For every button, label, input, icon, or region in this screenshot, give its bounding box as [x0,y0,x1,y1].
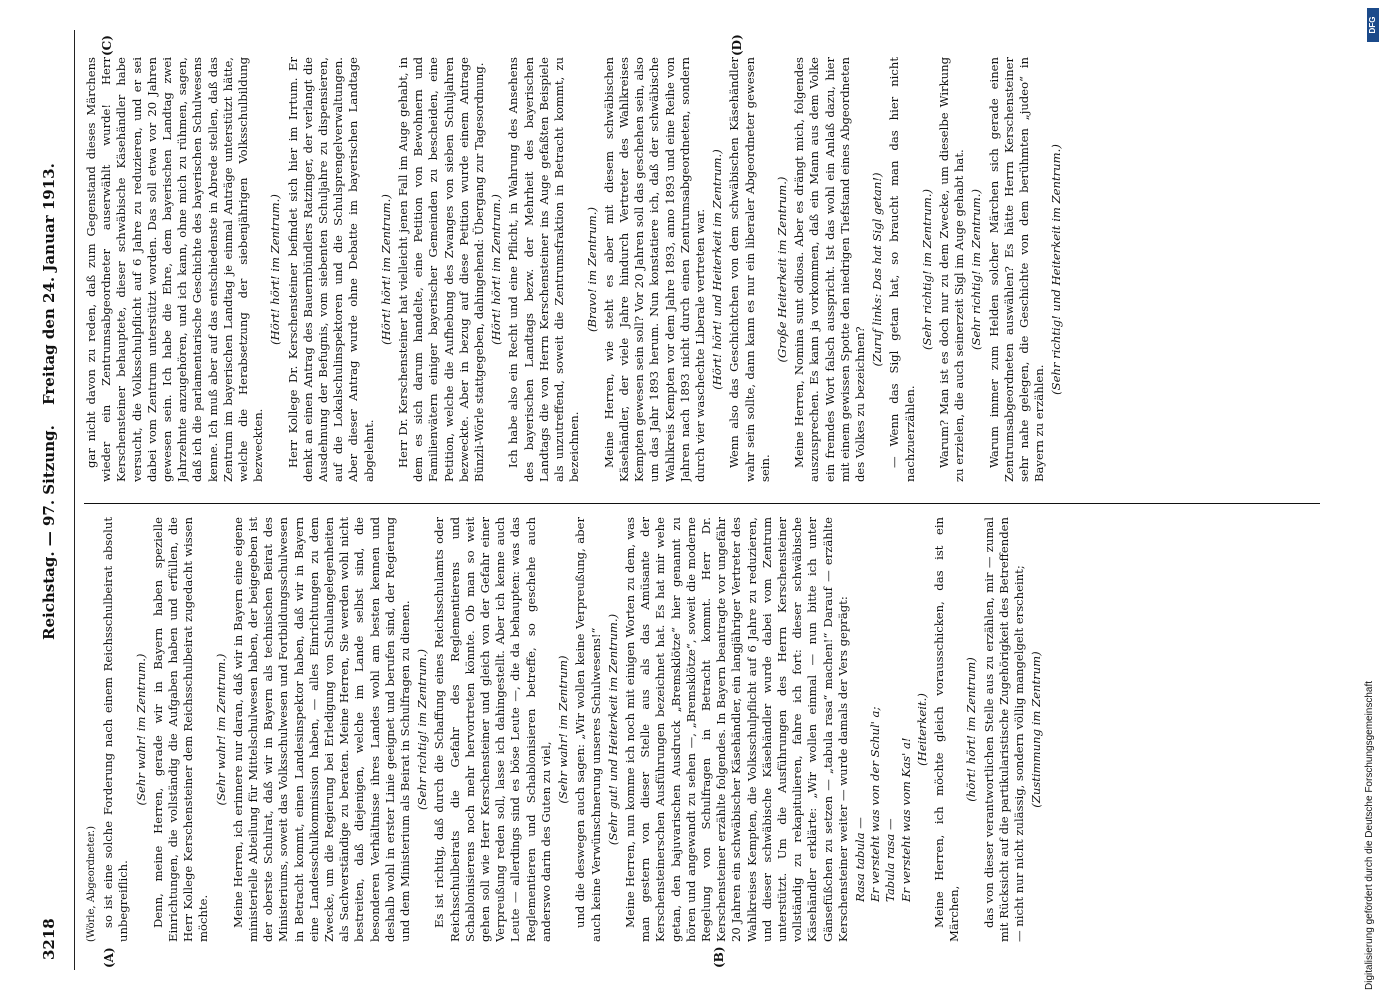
paragraph: gar nicht davon zu reden, daß zum Gegenstand dieses Märchens wieder ein Zentrumsabgeordneter auserwählt wurde! Herr Kerschensteiner behauptete, dieser schwäbische Käsehändler habe versucht, die Volksschulpflicht auf 6 Jahre zu reduzieren, und er sei dabei vom Zentrum unterstützt worden. Das soll etwa vor 20 Jahren gewesen sein. Ich habe die Ehre, dem bayerischen Landtag zwei Jahrzehnte anzugehören, und ich kann, ohne mich zu rühmen, sagen, daß ich die parlamentarische Geschichte des bayerischen Schulwesens kenne. Ich muß aber auf das entschiedenste in Abrede stellen, daß das Zentrum im bayerischen Landtag je einmal Anträge unterstützt hätte, welche die Herabsetzung der siebenjährigen Volksschulbildung bezweckten. [84,57,266,482]
verse-line: Er versteht was von der Schul' a; [868,706,883,902]
paragraph: Herr Dr. Kerschensteiner hat vielleicht jenen Fall im Auge gehabt, in dem es sich darum handelte, eine Petition von Bewohnern und Familienvätern einiger bayerischer Gemeinden zu bescheiden, eine Petition, welche die Aufhebung des Zwanges von sieben Schuljahren bezweckte. Aber in bezug auf diese Petition wurde einem Antrage Bünzli-Wörle stattgegeben, dahingehend: Übergang zur Tagesordnung. [396,57,487,482]
margin-marker-d: (D) [730,34,744,56]
dfg-logo-text: DFG [1368,16,1377,34]
paragraph: Warum? Man ist es doch nur zu dem Zwecke, um dieselbe Wirkung zu erzielen, die auch seinerzeit Sigl im Auge gehabt hat. [936,57,967,482]
header-date-title: Freitag den 24. Januar 1913. [40,163,58,405]
interjection: (Sehr richtig! im Zentrum.) [919,189,934,351]
left-text-column [84,517,1320,942]
paragraph: und die deswegen auch sagen: „Wir wollen keine Verpreußung, aber auch keine Verwünschnerung unseres Schulwesens!“ [573,517,603,942]
scanned-page [40,30,1330,970]
interjection: (Sehr wahr! im Zentrum.) [213,653,228,806]
interjection: (Sehr richtig! im Zentrum.) [415,649,430,811]
paragraph: (Wörle, Abgeordneter.) [86,826,97,942]
interjection: (Hört! hört! und Heiterkeit im Zentrum.) [710,149,725,390]
page-number: 3218 [40,918,58,960]
margin-marker-b: (B) [712,946,726,968]
interjection: (Heiterkeit.) [914,693,929,766]
margin-marker-c: (C) [100,35,114,56]
right-text-column [84,57,1320,482]
paragraph: Wenn also das Geschichtchen von dem schwäbischen Käsehändler wahr sein sollte, dann kann es nur ein liberaler Abgeordneter gewesen sein. [727,57,772,482]
interjection: (Zustimmung im Zentrum) [1029,651,1044,808]
interjection: (Sehr wahr! im Zentrum) [556,655,571,804]
verse-line: Tabula rasa — [883,818,898,902]
interjection: (Zuruf links: Das hat Sigl getan!) [870,172,885,367]
interjection: (Sehr wahr! im Zentrum.) [133,653,148,806]
paragraph: Meine Herren, ich erinnere nur daran, daß wir in Bayern eine eigene ministerielle Abteilung für Mittelschulwesen haben, der beigegeben ist der oberste Schulrat, daß wir in Bayern als technischen Beirat des Ministeriums, soweit das Volksschulwesen und Fortbildungsschulwesen in Betracht kommt, einen Landesinspektor haben, daß wir in Bayern eine Landesschulkommission haben, — alles Einrichtungen zu dem Zwecke, um die Regierung bei Erledigung von Schulangelegenheiten als Sachverständige zu beraten. Meine Herren, Sie werden wohl nicht bestreiten, daß diejenigen, welche im Lande selbst sind, die besonderen Verhältnisse ihres Landes wohl am besten kennen und deshalb wohl in erster Linie geeignet und berufen sind, der Regierung und dem Ministerium als Beirat in Schulfragen zu dienen. [230,517,413,942]
interjection: (Bravo! im Zentrum.) [584,207,599,333]
column-separator [84,503,1320,504]
interjection: (Große Heiterkeit im Zentrum.) [774,176,789,363]
verse-line: Er versteht was vom Kas' a! [898,737,913,902]
rotated-page-frame [40,30,1330,970]
margin-marker-a: (A) [102,947,116,968]
paragraph: — Wenn das Sigl getan hat, so braucht man das hier nicht nachzuerzählen. [887,57,917,482]
paragraph: Es ist richtig, daß durch die Schaffung eines Reichsschulamts oder Reichsschulbeirats die Gefahr des Reglementierens und Schablonisierens noch mehr hervortreten könnte. Ob man so weit gehen soll wie Herr Kerschensteiner und gleich von der Gefahr einer Verpreußung reden soll, lasse ich dahingestellt. Aber ich kenne auch Leute — allerdings sind es böse Leute —, die da behaupten: was das Reglementieren und Schablonisieren betreffe, so geschehe auch anderswo darin des Guten zu viel, [432,517,553,942]
paragraph: so ist eine solche Forderung nach einem Reichsschulbeirat absolut unbegreiflich. [101,517,131,942]
header-session-title: Reichstag. — 97. Sitzung. [40,425,58,640]
interjection: (Hört! hört! im Zentrum.) [489,194,504,345]
paragraph: Meine Herren, nun komme ich noch mit einigen Worten zu dem, was man gestern von dieser Stelle aus als das Amüsante der Kerschensteinerschen Ausführungen bezeichnet hat. Es hat mir wehe getan, den bajuvarischen Ausdruck „Bremsklötze“ hier genannt zu hören und angewandt zu sehen —, „Bremsklötze“, soweit die moderne Regelung von Schulfragen in Betracht kommt. Herr Dr. Kerschensteiner erzählte folgendes. In Bayern beantragte vor ungefähr 20 Jahren ein schwäbischer Käsehändler, ein langjähriger Vertreter des Wahlkreises Kempten, die Volksschulpflicht auf 6 Jahre zu reduzieren, und dieser schwäbische Käsehändler wurde dabei vom Zentrum unterstützt. Um die Ausführungen des Herrn Kerschensteiner vollständig zu rekapitulieren, fahre ich fort: dieser schwäbische Käsehändler erklärte: „Wir wollen einmal — nun bitte ich unter Gänsefüßchen zu setzen — „tabula rasa“ machen!“ Darauf — erzählte Kerschensteiner weiter — wurde damals der Vers geprägt: [622,517,850,942]
paragraph: Meine Herren, Nomina sunt odiosa. Aber es drängt mich, folgendes auszusprechen. Es kann ja vorkommen, daß ein Mann aus dem Volke ein fremdes Wort falsch ausspricht. Ist das wohl ein Anlaß dazu, hier mit einem gewissen Spotte den niedrigen Tiefstand eines Abgeordneten des Volkes zu bezeichnen? [792,57,867,482]
paragraph: das von dieser verantwortlichen Stelle aus zu erzählen, mir — zumal mit Rücksicht auf die partikularistische Zugehörigkeit des Betreffenden — nicht nur nicht zulässig, sondern völlig mangelgelt erscheint; [981,517,1026,942]
interjection: (Sehr gut! und Heiterkeit im Zentrum.) [605,613,620,846]
paragraph: Denn, meine Herren, gerade wir in Bayern haben spezielle Einrichtungen, die vollständig die Aufgaben haben und erfüllen, die Herr Kollege Kerschensteiner dem Reichsschulbeirat zugedacht wissen möchte. [150,517,211,942]
interjection: (Hört! hört! im Zentrum.) [378,194,393,345]
interjection: (Sehr richtig! im Zentrum.) [969,189,984,351]
interjection: (Hört! hört! im Zentrum.) [268,194,283,345]
digitization-credit [1364,10,1378,990]
paragraph: Ich habe also ein Recht und eine Pflicht, in Wahrung des Ansehens des bayerischen Landtags bezw. der Mehrheit des bayerischen Landtags die von Herrn Kerschensteiner ins Auge gefaßten Beispiele als unzutreffend, soweit die Zentrumsfraktion in Betracht kommt, zu bezeichnen. [506,57,582,482]
paragraph: Herr Kollege Dr. Kerschensteiner befindet sich hier im Irrtum. Er denkt an einen Antrag des Bauernbündlers Ratzinger, der verlangt die Ausdehnung der Befugnis, vom siebenten Schuljahre zu dispensieren, auf die Lokalschulinspektoren und die Schulsprengelverwaltungen. Aber dieser Antrag wurde ohne Debatte im bayerischen Landtage abgelehnt. [285,57,376,482]
credit-text: Digitalisierung gefördert durch die Deutsche Forschungsgemeinschaft [1364,680,1375,990]
paragraph: Meine Herren, wie steht es aber mit diesem schwäbischen Käsehändler, der viele Jahre hindurch Vertreter des Wahlkreises Kempten gewesen sein soll? Vor 20 Jahren soll das geschehen sein, also um das Jahr 1893 herum. Nun konstatiere ich, daß der schwäbische Wahlkreis Kempten vor dem Jahre 1893, anno 1893 und eine Reihe von Jahren nach 1893 nicht durch einen Zentrumsabgeordneten, sondern durch vier waschechte Liberale vertreten war. [601,57,707,482]
header-rule [74,30,75,970]
verse-line: Rasa tabula — [852,817,867,902]
interjection: (Sehr richtig! und Heiterkeit im Zentrum.) [1049,144,1064,395]
paragraph: Meine Herren, ich möchte gleich vorausschicken, das ist ein Märchen, [931,517,962,942]
paragraph: Warum immer zum Helden solcher Märchen sich gerade einen Zentrumsabgeordneten auswählen? Es hätte Herrn Kerschensteiner sehr nahe gelegen, die Geschichte von dem berühmten „judeo“ in Bayern zu erzählen. [986,57,1047,482]
interjection: (hört! hört! im Zentrum) [964,657,979,802]
